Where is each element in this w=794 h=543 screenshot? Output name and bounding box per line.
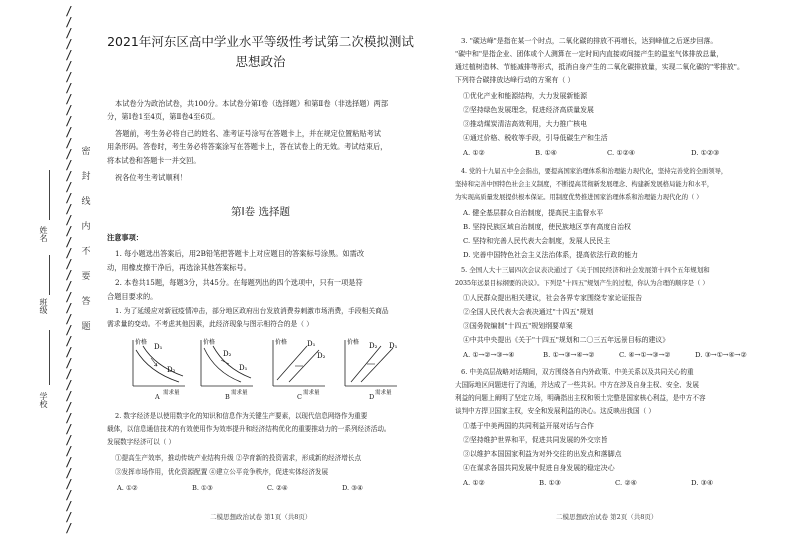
graph-b-demand-label: 需求量 bbox=[231, 390, 248, 396]
question-2-option-a: A. ①② bbox=[117, 484, 138, 492]
question-4-line: 4. 党的十九届五中全会指出，要提高国家治理体系和治理能力现代化，坚持完善党的全面领导， bbox=[461, 168, 728, 175]
question-5-line: 2035年远景目标纲要的决议》。下列是"十四五"规划产生的过程，你认为合理的顺序是（ ） bbox=[455, 280, 709, 287]
class-label: 班级 bbox=[39, 298, 48, 314]
question-4-line: 为实现高质量发展提供根本保证。用制度优势推进国家治理体系和治理能力现代化的（ ） bbox=[455, 194, 703, 201]
graph-a-d2-label: D₂ bbox=[167, 366, 176, 374]
name-underline bbox=[49, 170, 50, 220]
exam-title bbox=[107, 32, 414, 72]
section-title: 第Ⅰ卷 选择题 bbox=[231, 206, 290, 218]
question-6-choice: ④在谋求各国共同发展中促进自身发展的稳定决心 bbox=[463, 464, 615, 472]
intro-line: 本试卷分为政治试卷，共100分。本试卷分第Ⅰ卷（选择题）和第Ⅱ卷（非选择题）两部 bbox=[115, 99, 389, 108]
question-3-option-b: B. ①④ bbox=[535, 149, 557, 157]
notice-line: 2. 本卷共15题，每题3分，共45分。在每题列出的四个选项中，只有一项是符 bbox=[115, 278, 363, 287]
graph-d bbox=[339, 336, 399, 398]
question-3-choice: ③推动煤炭清洁高效利用，大力推广核电 bbox=[463, 120, 588, 128]
question-6-choice: ②坚持维护世界和平，促进共同发展的外交宗旨 bbox=[463, 436, 608, 444]
question-1-line: 1. 为了延缓应对新冠疫情冲击，部分地区政府出台发放消费券刺激市场消费，手段相关商品 bbox=[115, 307, 389, 315]
class-underline bbox=[49, 255, 50, 295]
question-6-option-a: A. ①② bbox=[463, 479, 485, 487]
notice-line: 动，用橡皮擦干净后，再选涂其他答案标号。 bbox=[107, 263, 251, 272]
question-5-choice: ②全国人民代表大会表决通过"十四五"规划 bbox=[463, 308, 594, 316]
question-6-choice: ①基于中美两国的共同利益开展对话与合作 bbox=[463, 422, 594, 430]
seal-char: 线 bbox=[81, 197, 91, 207]
notice-line: 1. 每小题选出答案后，用2B铅笔把答题卡上对应题目的答案标号涂黑。如需改 bbox=[115, 249, 365, 258]
graph-d-d1-label: D₁ bbox=[389, 342, 398, 350]
school-underline bbox=[49, 330, 50, 385]
question-3-line: 3. "碳达峰"是指在某一个时点，二氧化碳的排放不再增长，达到峰值之后逐步回落。 bbox=[461, 37, 718, 45]
question-4-option-d: D. 完善中国特色社会主义法治体系，提高依法行政的能力 bbox=[463, 251, 639, 259]
question-3-line: 下列符合碳排放达峰行动的方案有（ ） bbox=[455, 76, 575, 84]
graph-d-svg bbox=[339, 336, 401, 398]
question-3-option-a: A. ①② bbox=[463, 149, 485, 157]
question-4-option-c: C. 坚持和完善人民代表大会制度，发展人民民主 bbox=[463, 237, 611, 245]
graph-c bbox=[267, 336, 327, 398]
question-2-option-b: B. ①③ bbox=[192, 484, 213, 492]
graph-a-svg bbox=[127, 336, 189, 398]
graph-option-c: C bbox=[297, 393, 302, 401]
question-2-line: 2. 数字经济是以使用数字化的知识和信息作为关键生产要素，以现代信息网络作为重要 bbox=[115, 412, 368, 420]
graph-a bbox=[127, 336, 187, 398]
question-3-line: "碳中和"是指企业、团体或个人测算在一定时间内直接或间接产生的温室气体排放总量， bbox=[455, 50, 724, 58]
question-4-line: 坚持和完善中国特色社会主义制度，不断提高贯彻新发展理念、构建新发展格局能力和水平， bbox=[455, 181, 714, 188]
question-3-line: 通过植树造林、节能减排等形式，抵消自身产生的二氧化碳排放量，实现二氧化碳的"零排放"。 bbox=[455, 63, 744, 71]
question-3-option-c: C. ①②④ bbox=[607, 149, 635, 157]
question-1-graphs bbox=[127, 336, 417, 401]
question-2-option-c: C. ②④ bbox=[267, 484, 288, 492]
graph-c-demand-label: 需求量 bbox=[303, 390, 320, 396]
graph-b-d1-label: D₁ bbox=[239, 364, 248, 372]
question-6-line: 利益的问题上阐明了坚定立场，明确指出主权和领土完整是国家核心利益，是中方不容 bbox=[455, 394, 706, 402]
graph-option-d: D bbox=[369, 393, 375, 401]
question-2-line: 发展数字经济可以（ ） bbox=[107, 438, 176, 446]
graph-c-d1-label: D₁ bbox=[307, 340, 316, 348]
cut-line: / / / / / / / / / / / / / / / / / / / / / / / / / / / / / / / / / / / / / / / / / / / / / / / / bbox=[65, 6, 73, 535]
exam-title-line1: 2021年河东区高中学业水平等级性考试第二次模拟测试 bbox=[107, 34, 414, 49]
graph-d-d2-label: D₂ bbox=[369, 342, 378, 350]
question-5-choice: ④中共中央提出《关于"十四五"规划和二〇三五年远景目标的建议》 bbox=[463, 336, 670, 344]
question-3-choice: ①优化产业和能源结构，大力发展新能源 bbox=[463, 92, 588, 100]
intro-line: 分，第Ⅰ卷1至4页，第Ⅱ卷4至6页。 bbox=[107, 112, 220, 121]
intro-line: 答题前，考生务必将自己的姓名、准考证号涂写在答题卡上，并在规定位置粘贴考试 bbox=[115, 129, 381, 138]
seal-char: 封 bbox=[81, 172, 91, 182]
question-6-option-c: C. ②④ bbox=[615, 479, 637, 487]
question-6-choice: ③以维护本国国家利益为对外交往的出发点和落脚点 bbox=[463, 450, 622, 458]
question-5-option-d: D. ③→①→④→② bbox=[695, 351, 747, 359]
notice-line: 合题目要求的。 bbox=[107, 292, 158, 301]
question-6-option-b: B. ①③ bbox=[539, 479, 561, 487]
seal-line-text bbox=[79, 140, 93, 340]
question-5-option-a: A. ①→②→③→④ bbox=[463, 351, 515, 359]
question-6-option-d: D. ③④ bbox=[691, 479, 714, 487]
question-5-option-b: B. ①→③→④→② bbox=[543, 351, 595, 359]
seal-char: 答 bbox=[81, 297, 91, 307]
binding-strip bbox=[0, 0, 95, 543]
name-label: 姓名 bbox=[39, 226, 48, 242]
question-2-choice: ③发挥市场作用，优化资源配置 ④建立公平竞争秩序，促进实体经济发展 bbox=[115, 468, 329, 476]
seal-char: 密 bbox=[81, 147, 91, 157]
graph-option-b: B bbox=[225, 393, 230, 401]
graph-a-price-label: 价格 bbox=[135, 339, 148, 346]
graph-a-d1-label: D₁ bbox=[154, 343, 163, 351]
seal-char: 要 bbox=[81, 272, 91, 282]
graph-d-demand-label: 需求量 bbox=[375, 390, 392, 396]
seal-char: 内 bbox=[81, 222, 91, 232]
question-3-choice: ④通过价格、税收等手段，引导低碳生产和生活 bbox=[463, 134, 608, 142]
graph-a-demand-label: 需求量 bbox=[163, 390, 180, 396]
graph-c-d2-label: D₂ bbox=[317, 352, 326, 360]
graph-c-svg bbox=[267, 336, 329, 398]
question-6-line: 谈判中方捍卫国家主权，安全和发展利益的决心。这反映出我国（ ） bbox=[455, 407, 655, 415]
question-6-line: 大国际地区问题进行了沟通，并达成了一些共识。中方在涉及自身主权、安全、发展 bbox=[455, 381, 699, 389]
question-4-option-b: B. 坚持民族区域自治制度，使民族地区享有高度自治权 bbox=[463, 223, 631, 231]
school-label: 学校 bbox=[39, 392, 48, 408]
right-page-footer: 二模思想政治试卷 第2页（共8页） bbox=[556, 513, 658, 521]
exam-subject: 思想政治 bbox=[235, 54, 286, 69]
graph-c-price-label: 价格 bbox=[275, 339, 288, 346]
question-4-option-a: A. 健全基层群众自治制度，提高民主监督水平 bbox=[463, 209, 604, 217]
question-5-choice: ①人民群众提出相关建议，社会各界专家围绕专家论证报告 bbox=[463, 294, 643, 302]
graph-d-price-label: 价格 bbox=[347, 339, 360, 346]
notice-heading: 注意事项： bbox=[107, 233, 143, 242]
question-2-option-d: D. ③④ bbox=[342, 484, 364, 492]
question-3-choice: ②坚持绿色发展理念，促进经济高质量发展 bbox=[463, 106, 594, 114]
question-5-line: 5. 全国人大十三届四次会议表决通过了《关于国民经济和社会发展第十四个五年规划和 bbox=[461, 266, 710, 274]
graph-b-svg bbox=[195, 336, 257, 398]
graph-b-d2-label: D₂ bbox=[223, 350, 232, 358]
question-2-choice: ①提高生产效率，推动传统产业结构升级 ②孕育新的投资需求，形成新的经济增长点 bbox=[115, 454, 362, 462]
graph-option-a: A bbox=[155, 393, 160, 401]
graph-b bbox=[195, 336, 255, 398]
question-2-line: 载体，以信息通信技术的有效使用作为效率提升和经济结构优化的重要推动力的一系列经济活动。 bbox=[107, 425, 391, 433]
intro-line: 将本试卷和答题卡一并交回。 bbox=[107, 156, 201, 165]
seal-char: 不 bbox=[81, 247, 91, 257]
question-1-line: 需求量的变动。不考虑其他因素，此经济现象与图示相符合的是（ ） bbox=[107, 320, 314, 328]
question-3-option-d: D. ①②③ bbox=[691, 149, 720, 157]
question-6-line: 6. 中美高层战略对话期间，双方围绕各自内外政策、中美关系以及共同关心的重 bbox=[461, 368, 694, 376]
question-5-choice: ③国务院编制"十四五"规划纲要草案 bbox=[463, 322, 573, 330]
intro-line: 用条形码。答卷时，考生务必将答案涂写在答题卡上，答在试卷上的无效。考试结束后， bbox=[107, 142, 388, 151]
seal-char: 题 bbox=[81, 322, 91, 332]
graph-b-price-label: 价格 bbox=[203, 339, 216, 346]
question-5-option-c: C. ④→①→③→② bbox=[619, 351, 671, 359]
left-page-footer: 二模思想政治试卷 第1页（共8页） bbox=[210, 513, 312, 521]
intro-line: 祝各位考生考试顺利！ bbox=[115, 173, 187, 182]
